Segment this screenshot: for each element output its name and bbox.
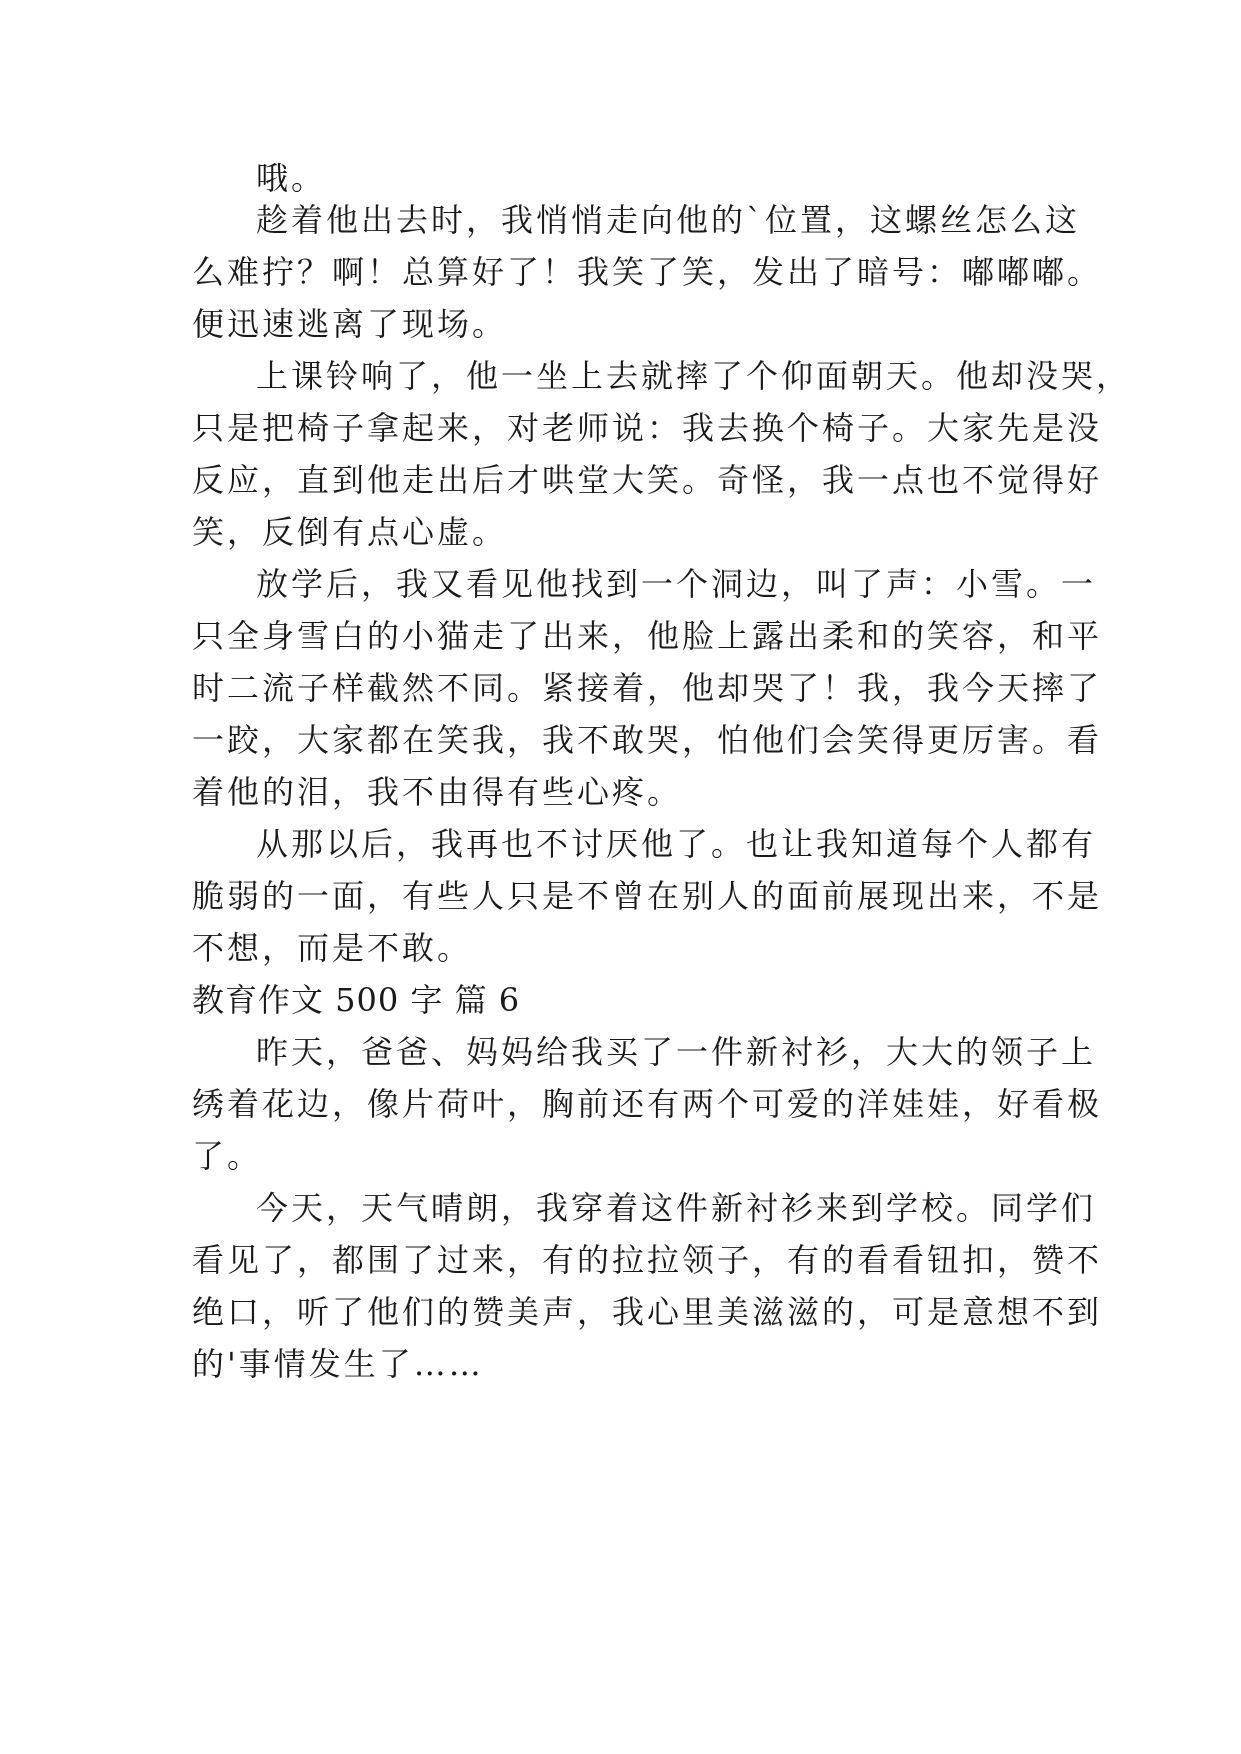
text-line: 哦。 [256, 159, 327, 197]
text-line: 时二流子样截然不同。紧接着，他却哭了！我，我今天摔了 [192, 669, 1103, 707]
text-line: 绣着花边，像片荷叶，胸前还有两个可爱的洋娃娃，好看极 [192, 1085, 1103, 1123]
text-line: 只全身雪白的小猫走了出来，他脸上露出柔和的笑容，和平 [192, 617, 1103, 655]
paragraph-first-line: 放学后，我又看见他找到一个洞边，叫了声：小雪。一 [256, 565, 1097, 603]
text-line: 了。 [192, 1137, 263, 1175]
text-line: 么难拧？啊！总算好了！我笑了笑，发出了暗号：嘟嘟嘟。 [192, 253, 1103, 291]
text-line: 只是把椅子拿起来，对老师说：我去换个椅子。大家先是没 [192, 409, 1103, 447]
paragraph-first-line: 今天，天气晴朗，我穿着这件新衬衫来到学校。同学们 [256, 1189, 1097, 1227]
text-line: 看见了，都围了过来，有的拉拉领子，有的看看钮扣，赞不 [192, 1241, 1103, 1279]
text-line: 着他的泪，我不由得有些心疼。 [192, 773, 683, 811]
text-line: 脆弱的一面，有些人只是不曾在别人的面前展现出来，不是 [192, 877, 1103, 915]
text-line: 一跤，大家都在笑我，我不敢哭，怕他们会笑得更厉害。看 [192, 721, 1103, 759]
text-line: 笑，反倒有点心虚。 [192, 513, 508, 551]
text-line: 便迅速逃离了现场。 [192, 305, 508, 343]
paragraph-first-line: 上课铃响了，他一坐上去就摔了个仰面朝天。他却没哭， [256, 357, 1132, 395]
paragraph-first-line: 昨天，爸爸、妈妈给我买了一件新衬衫，大大的领子上 [256, 1033, 1097, 1071]
paragraph-first-line: 趁着他出去时，我悄悄走向他的`位置，这螺丝怎么这 [256, 201, 1081, 239]
text-line: 的'事情发生了…… [192, 1345, 484, 1383]
paragraph-first-line: 从那以后，我再也不讨厌他了。也让我知道每个人都有 [256, 825, 1097, 863]
text-line: 绝口，听了他们的赞美声，我心里美滋滋的，可是意想不到 [192, 1293, 1103, 1331]
text-line: 不想，而是不敢。 [192, 929, 473, 967]
text-line: 反应，直到他走出后才哄堂大笑。奇怪，我一点也不觉得好 [192, 461, 1103, 499]
section-heading: 教育作文 500 字 篇 6 [192, 981, 521, 1019]
